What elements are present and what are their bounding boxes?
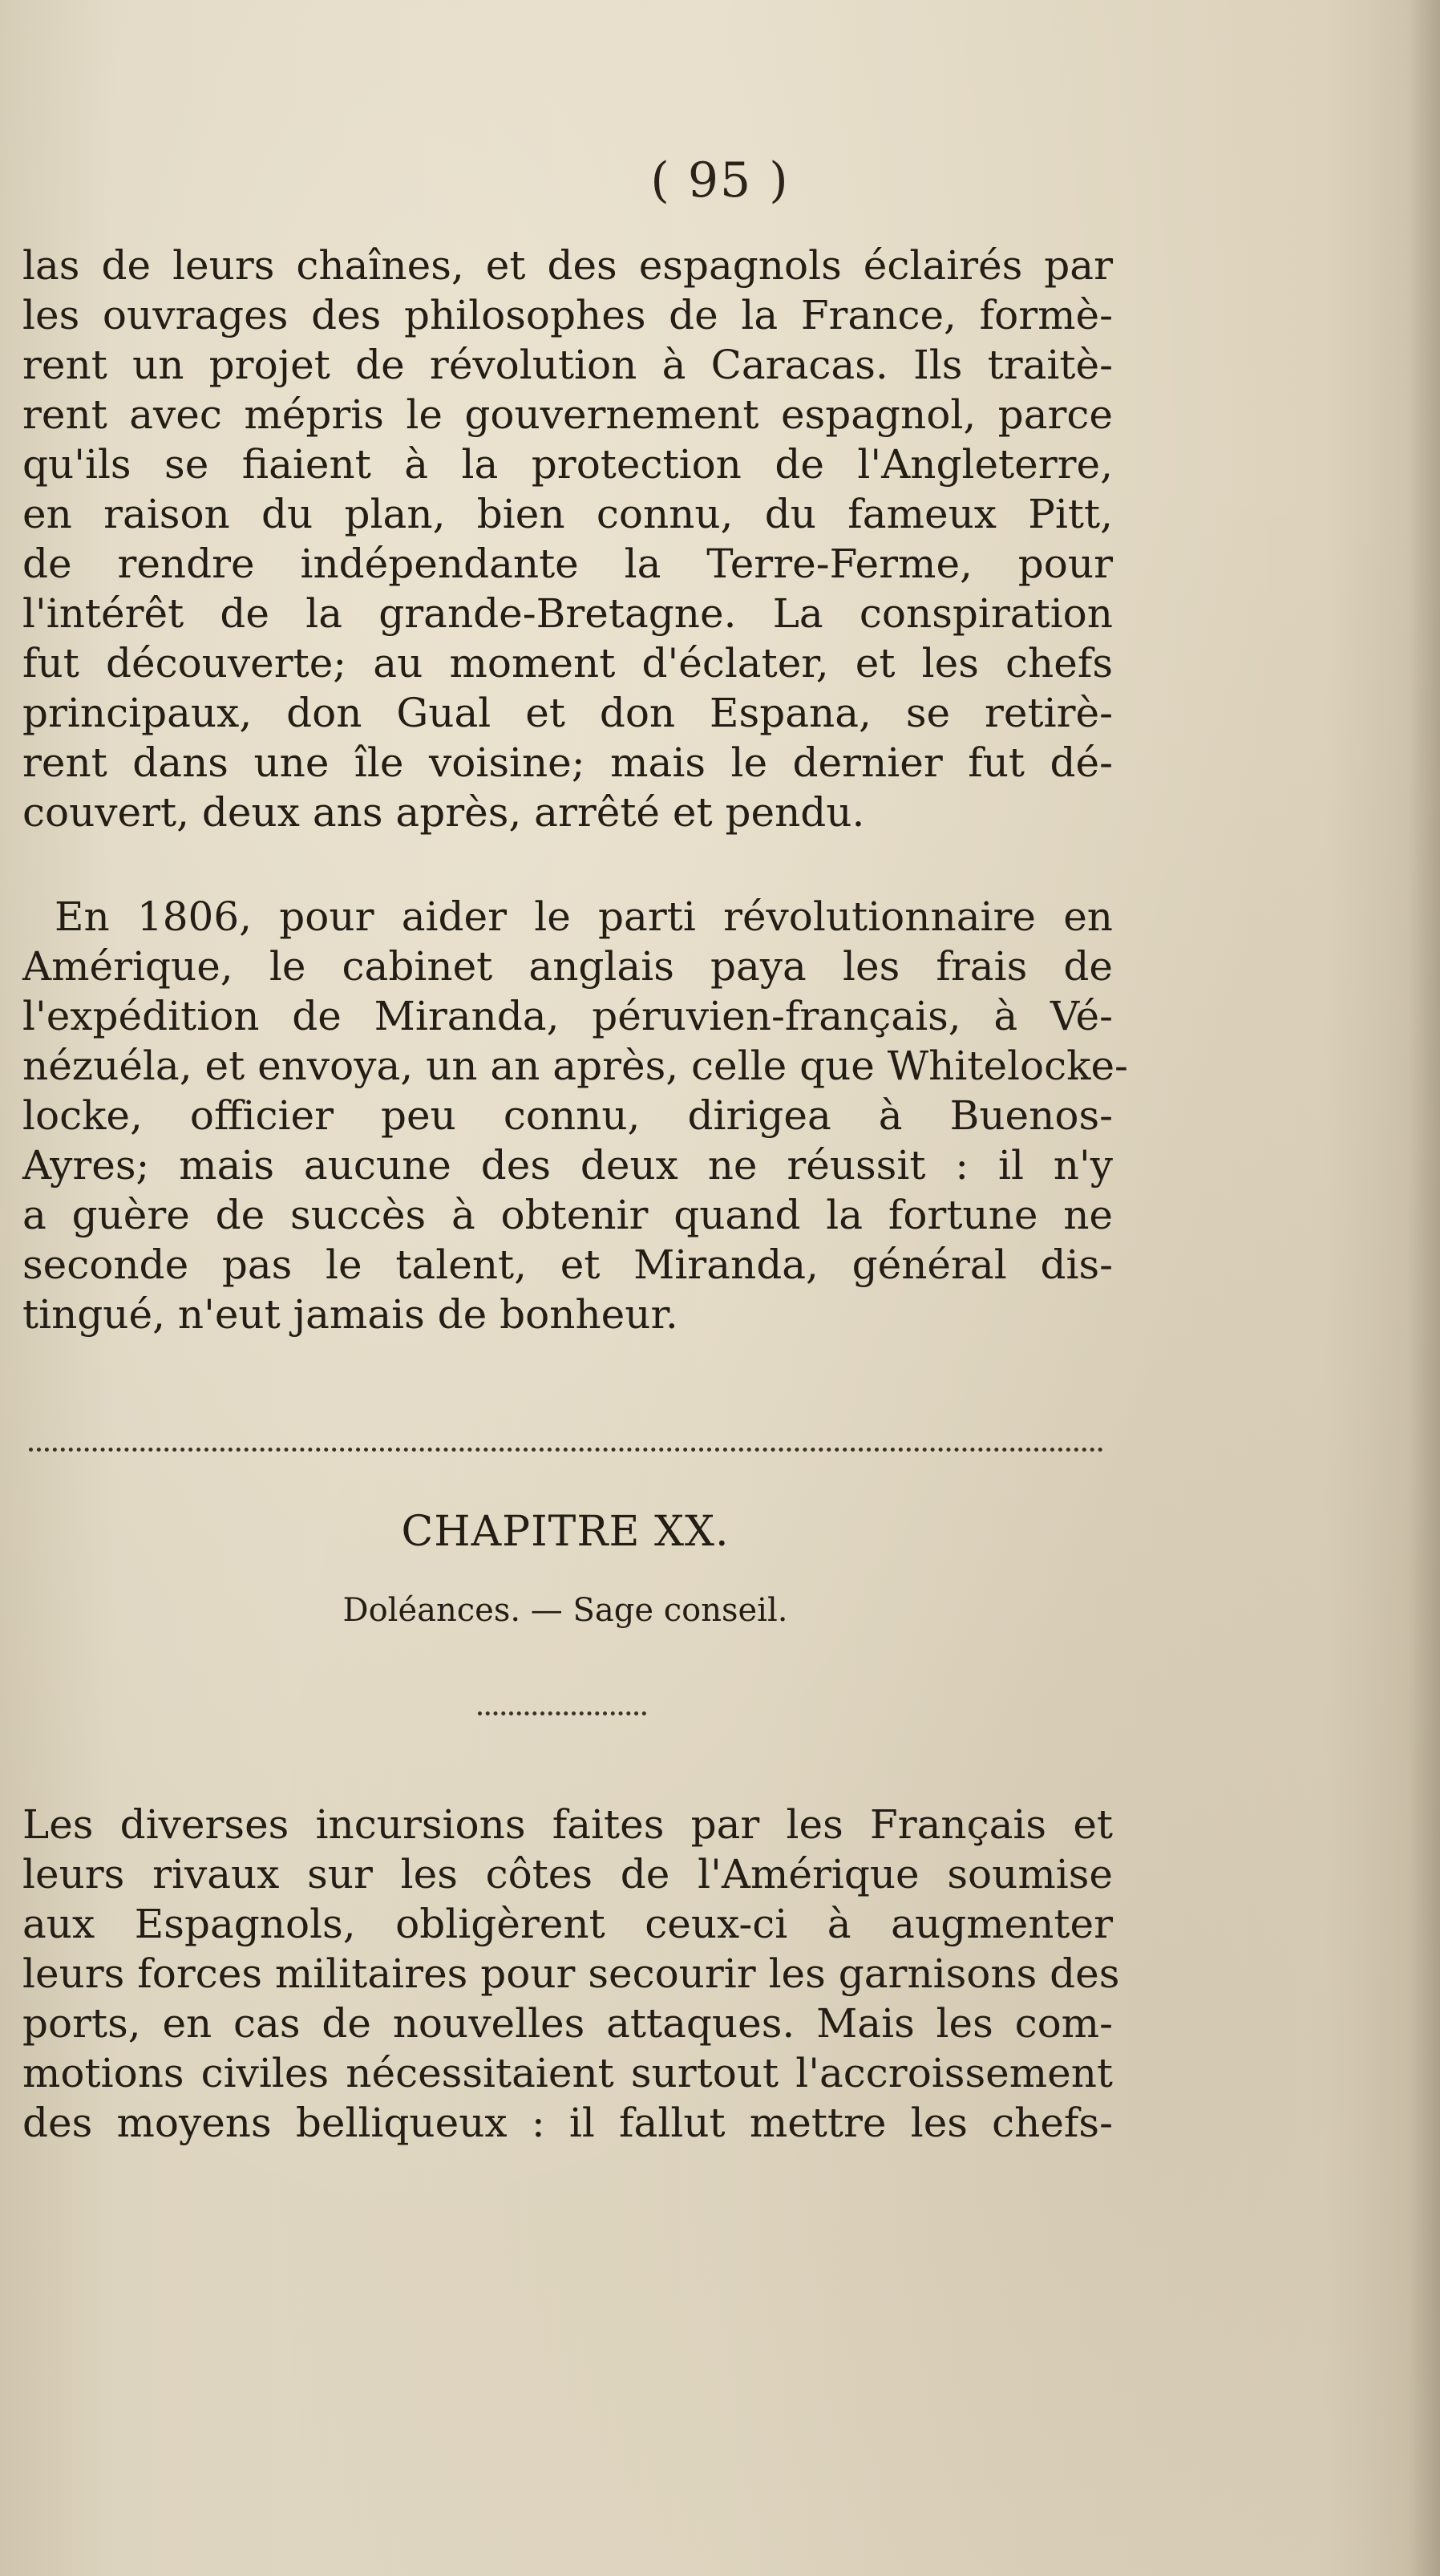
text-line: leurs forces militaires pour secourir les garnisons des (22, 1950, 1120, 1997)
chapter-title: CHAPITRE XX. (401, 1508, 730, 1556)
page-number: ( 95 ) (650, 152, 790, 209)
text-line: rent dans une île voisine; mais le dernier fut dé- (22, 739, 1113, 786)
text-line: leurs rivaux sur les côtes de l'Amérique soumise (22, 1851, 1113, 1898)
text-line: Amérique, le cabinet anglais paya les frais de (22, 943, 1113, 990)
text-line: motions civiles nécessitaient surtout l'accroissement (22, 2050, 1113, 2096)
text-line: rent un projet de révolution à Caracas. Ils traitè- (22, 342, 1113, 388)
ornamental-rule-short (478, 1711, 646, 1715)
paragraph-1806 (22, 892, 1128, 1339)
text-line: aux Espagnols, obligèrent ceux-ci à augmenter (22, 1901, 1113, 1947)
text-line: couvert, deux ans après, arrêté et pendu. (22, 789, 865, 836)
text-line: l'intérêt de la grande-Bretagne. La conspiration (22, 590, 1113, 637)
text-line: las de leurs chaînes, et des espagnols éclairés par (22, 242, 1113, 289)
text-line: Les diverses incursions faites par les Français et (22, 1801, 1113, 1848)
text-line: rent avec mépris le gouvernement espagnol, parce (22, 391, 1113, 438)
text-line: ports, en cas de nouvelles attaques. Mais les com- (22, 2000, 1113, 2047)
text-line: qu'ils se fiaient à la protection de l'Angleterre, (22, 441, 1113, 488)
text-line: Ayres; mais aucune des deux ne réussit : il n'y (22, 1142, 1113, 1189)
text-line: les ouvrages des philosophes de la France, formè- (22, 292, 1113, 338)
chapter-subtitle: Doléances. — Sage conseil. (342, 1592, 788, 1629)
text-line: en raison du plan, bien connu, du fameux Pitt, (22, 491, 1113, 537)
text-line: seconde pas le talent, et Miranda, général dis- (22, 1241, 1113, 1288)
page-edge-shadow (1408, 0, 1440, 2576)
paragraph-continuation (22, 241, 1113, 837)
ornamental-rule-long (29, 1448, 1103, 1452)
paragraph-chapter-opening (22, 1800, 1120, 2148)
text-line: principaux, don Gual et don Espana, se retirè- (22, 690, 1113, 736)
text-line: tingué, n'eut jamais de bonheur. (22, 1291, 678, 1338)
text-line: nézuéla, et envoya, un an après, celle que Whitelocke- (22, 1043, 1128, 1089)
text-line: fut découverte; au moment d'éclater, et les chefs (22, 640, 1113, 687)
text-line: l'expédition de Miranda, péruvien-français, à Vé- (22, 993, 1113, 1039)
text-line: des moyens belliqueux : il fallut mettre les chefs- (22, 2100, 1113, 2146)
text-line: En 1806, pour aider le parti révolutionnaire en (55, 893, 1113, 940)
text-line: a guère de succès à obtenir quand la fortune ne (22, 1192, 1113, 1238)
text-line: locke, officier peu connu, dirigea à Buenos- (22, 1092, 1113, 1139)
text-line: de rendre indépendante la Terre-Ferme, pour (22, 541, 1113, 587)
